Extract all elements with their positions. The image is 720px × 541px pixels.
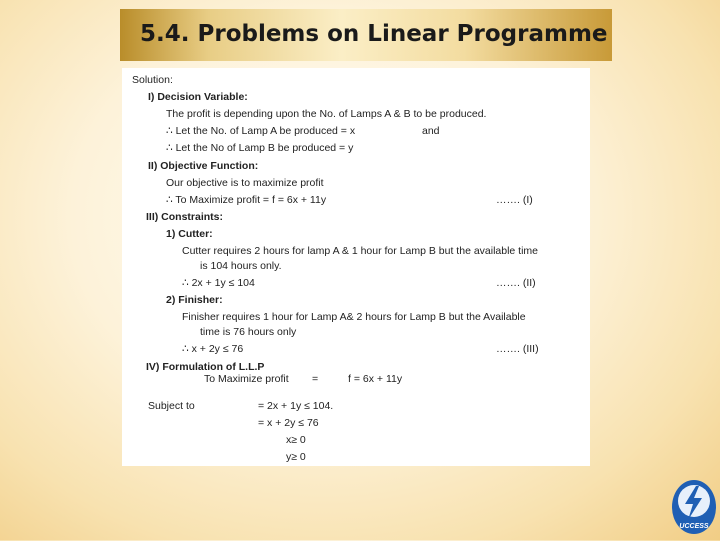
decision-text-2: ∴ Let the No. of Lamp A be produced = x [166, 125, 356, 137]
slide-title: 5.4. Problems on Linear Programme [140, 21, 608, 47]
equation-tag-1: ……. (I) [496, 194, 533, 206]
formulation-equals: = [312, 373, 319, 385]
success-logo-icon [670, 478, 718, 536]
finisher-heading: 2) Finisher: [166, 294, 223, 306]
formulation-maximize: To Maximize profit [204, 373, 289, 385]
subject-to-label: Subject to [148, 400, 195, 412]
cutter-heading: 1) Cutter: [166, 228, 213, 240]
finisher-text-2: time is 76 hours only [200, 326, 297, 338]
finisher-text-1: Finisher requires 1 hour for Lamp A& 2 hours for Lamp B but the Available [182, 311, 526, 323]
finisher-constraint: ∴ x + 2y ≤ 76 [182, 343, 244, 355]
lpp-constraint-4: y≥ 0 [286, 451, 306, 463]
solution-panel [122, 68, 590, 466]
solution-heading: Solution: [132, 74, 173, 86]
cutter-text-1: Cutter requires 2 hours for lamp A & 1 hour for Lamp B but the available time [182, 245, 539, 257]
formulation-heading: IV) Formulation of L.L.P [146, 361, 265, 373]
equation-tag-3: ……. (III) [496, 343, 539, 355]
decision-variable-heading: I) Decision Variable: [148, 91, 248, 103]
cutter-constraint: ∴ 2x + 1y ≤ 104 [182, 277, 255, 289]
cutter-text-2: is 104 hours only. [200, 260, 282, 272]
objective-function-heading: II) Objective Function: [148, 160, 259, 172]
lpp-constraint-1: = 2x + 1y ≤ 104. [258, 400, 334, 412]
lpp-constraint-3: x≥ 0 [286, 434, 306, 446]
lpp-constraint-2: = x + 2y ≤ 76 [258, 417, 319, 429]
objective-text-1: Our objective is to maximize profit [166, 177, 324, 189]
formulation-objective: f = 6x + 11y [348, 373, 403, 385]
logo-text: UCCESS [679, 523, 709, 530]
decision-text-1: The profit is depending upon the No. of Lamps A & B to be produced. [166, 108, 487, 120]
decision-text-2-and: and [422, 125, 440, 137]
objective-text-2: ∴ To Maximize profit = f = 6x + 11y [166, 194, 327, 206]
equation-tag-2: ……. (II) [496, 277, 536, 289]
decision-text-3: ∴ Let the No of Lamp B be produced = y [166, 142, 354, 154]
title-banner [120, 9, 612, 61]
constraints-heading: III) Constraints: [146, 211, 224, 223]
